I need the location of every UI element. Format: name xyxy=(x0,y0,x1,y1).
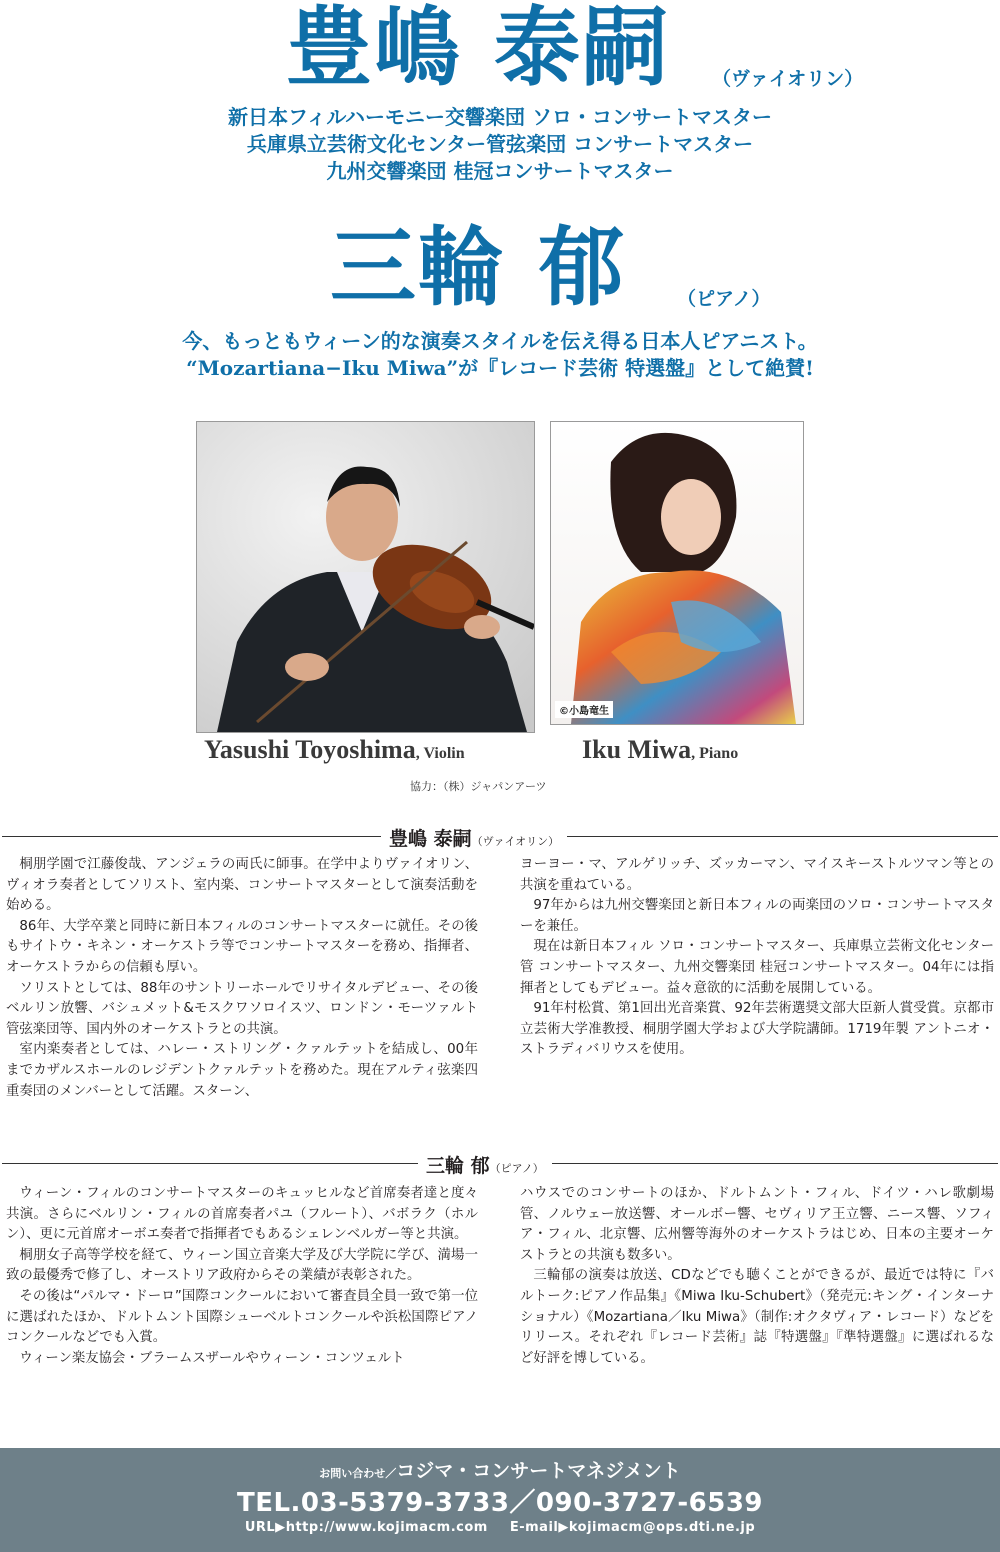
violinist-name: 豊嶋 泰嗣 xyxy=(286,0,670,98)
violinist-instrument: （ヴァイオリン） xyxy=(712,68,864,90)
violin-bio-right-column xyxy=(520,855,994,1061)
violinist-caption xyxy=(204,735,465,765)
bio-paragraph: 三輪郁の演奏は放送、CDなどでも聴くことができるが、最近では特に『バルトーク:ピアノ作品集』《Miwa Iku-Schubert》（発売元:キング・インターナショナル）《Mozartiana／Iku Miwa》（制作:オクタヴィア・レコード）などをリリース。それぞれ『レコード芸術』誌『特選盤』『準特選盤』に選ばれるなど好評を博している。 xyxy=(520,1268,994,1366)
piano-bio-heading-name: 三輪 郁 xyxy=(426,1155,490,1177)
violinist-title-line: 九州交響楽団 桂冠コンサートマスター xyxy=(326,159,674,183)
inquiry-label: お問い合わせ／ xyxy=(319,1467,397,1480)
bio-paragraph: 桐朋女子高等学校を経て、ウィーン国立音楽大学及び大学院に学び、満場一致の最優秀で修了し、オーストリア政府からその業績が表彰された。 xyxy=(6,1247,478,1284)
violinist-caption-role: , Violin xyxy=(415,745,465,762)
web-contact-line xyxy=(0,1520,1000,1535)
violin-bio-heading-name: 豊嶋 泰嗣 xyxy=(389,828,472,850)
website-link[interactable]: http://www.kojimacm.com xyxy=(285,1520,488,1535)
pianist-caption-name: Iku Miwa xyxy=(582,735,692,764)
bio-paragraph: 室内楽奏者としては、ハレー・ストリング・クァルテットを結成し、00年までカザルスホールのレジデントクァルテットを務めた。現在アルティ弦楽四重奏団のメンバーとして活躍。スターン、 xyxy=(6,1042,478,1099)
bio-paragraph: その後は“パルマ・ドーロ”国際コンクールにおいて審査員全員一致で第一位に選ばれたほか、ドルトムント国際シューベルトコンクールや浜松国際ピアノコンクールなどでも入賞。 xyxy=(6,1288,478,1346)
url-label: URL▶ xyxy=(244,1520,286,1535)
violinist-title-line: 兵庫県立芸術文化センター管弦楽団 コンサートマスター xyxy=(246,132,754,156)
bio-paragraph: 現在は新日本フィル ソロ・コンサートマスター、兵庫県立芸術文化センター管 コンサートマスター、九州交響楽団 桂冠コンサートマスター。04年には指揮者としてもデビュー。益々意欲的に活動を展開している。 xyxy=(520,939,994,996)
piano-bio-left-column xyxy=(6,1184,478,1369)
piano-bio-heading-paren: （ピアノ） xyxy=(489,1162,544,1175)
bio-paragraph: 桐朋学園で江藤俊哉、アンジェラの両氏に師事。在学中よりヴァイオリン、ヴィオラ奏者としてソリスト、室内楽、コンサートマスターとして演奏活動を始める。 xyxy=(6,857,478,914)
phone-numbers: TEL.03-5379-3733／090-3727-6539 xyxy=(236,1488,763,1518)
pianist-instrument: （ピアノ） xyxy=(677,288,771,310)
bio-paragraph: 86年、大学卒業と同時に新日本フィルのコンサートマスターに就任。その後もサイトウ・キネン・オーケストラ等でコンサートマスターを務め、指揮者、オーケストラからの信頼も厚い。 xyxy=(6,918,478,975)
violinist-title-line: 新日本フィルハーモニー交響楽団 ソロ・コンサートマスター xyxy=(228,105,772,129)
violinist-caption-name: Yasushi Toyoshima xyxy=(204,735,416,764)
violin-bio-heading-paren: （ヴァイオリン） xyxy=(471,835,560,848)
pianist-caption xyxy=(582,735,738,765)
bio-paragraph: ウィーン・フィルのコンサートマスターのキュッヒルなど首席奏者達と度々共演。さらにベルリン・フィルの首席奏者パユ（フルート）、バボラク（ホルン）、更に元首席オーボエ奏者で指揮者でもあるシェレンベルガー等と共演。 xyxy=(6,1186,478,1243)
pianist-caption-role: , Piano xyxy=(691,745,739,762)
bio-paragraph: ソリストとしては、88年のサントリーホールでリサイタルデビュー、その後ベルリン放響、バシュメット&モスクワソロイスツ、ロンドン・モーツァルト管弦楽団等、国内外のオーケストラとの共演。 xyxy=(6,980,478,1037)
bio-paragraph-continued: ヨーヨー・マ、アルゲリッチ、ズッカーマン、マイスキーストルツマン等との共演を重ねている。 xyxy=(520,857,994,893)
bio-paragraph: 97年からは九州交響楽団と新日本フィルの両楽団のソロ・コンサートマスターを兼任。 xyxy=(520,898,994,934)
pianist-tagline xyxy=(0,328,1000,382)
company-name: コジマ・コンサートマネジメント xyxy=(396,1460,681,1482)
violin-bio-heading xyxy=(381,824,567,851)
email-label: E-mail▶ xyxy=(509,1520,569,1535)
bio-paragraph-continued: ハウスでのコンサートのほか、ドルトムント・フィル、ドイツ・ハレ歌劇場管、ノルウェー放送響、オールボー響、セヴィリア王立響、ニース響、ソフィア・フィル、北京響、広州響等海外のオーケストラはじめ、日本の主要オーケストラとの共演も数多い。 xyxy=(520,1186,994,1263)
pianist-tagline-line: “Mozartiana−Iku Miwa”が『レコード芸術 特選盤』として絶賛! xyxy=(186,356,814,380)
violinist-photo xyxy=(196,421,535,733)
pianist-name: 三輪 郁 xyxy=(330,217,626,318)
pianist-photo xyxy=(550,421,804,725)
piano-bio-right-column xyxy=(520,1184,994,1369)
piano-bio-heading xyxy=(418,1151,552,1178)
contact-footer xyxy=(0,1448,1000,1552)
photo-credit: ©小島竜生 xyxy=(555,701,613,718)
bio-paragraph: 91年村松賞、第1回出光音楽賞、92年芸術選奨文部大臣新人賞受賞。京都市立芸術大学准教授、桐朋学園大学および大学院講師。1719年製 アントニオ・ストラディバリウスを使用。 xyxy=(520,1001,994,1058)
bio-paragraph: ウィーン楽友協会・ブラームスザールやウィーン・コンツェルト xyxy=(19,1350,405,1366)
contact-line xyxy=(0,1456,1000,1483)
email-link[interactable]: kojimacm@ops.dti.ne.jp xyxy=(568,1520,756,1535)
violinist-titles xyxy=(0,104,1000,185)
cooperation-credit: 協力：（株）ジャパンアーツ xyxy=(410,780,547,793)
violin-bio-left-column xyxy=(6,855,478,1102)
pianist-tagline-line: 今、もっともウィーン的な演奏スタイルを伝え得る日本人ピアニスト。 xyxy=(182,329,818,353)
